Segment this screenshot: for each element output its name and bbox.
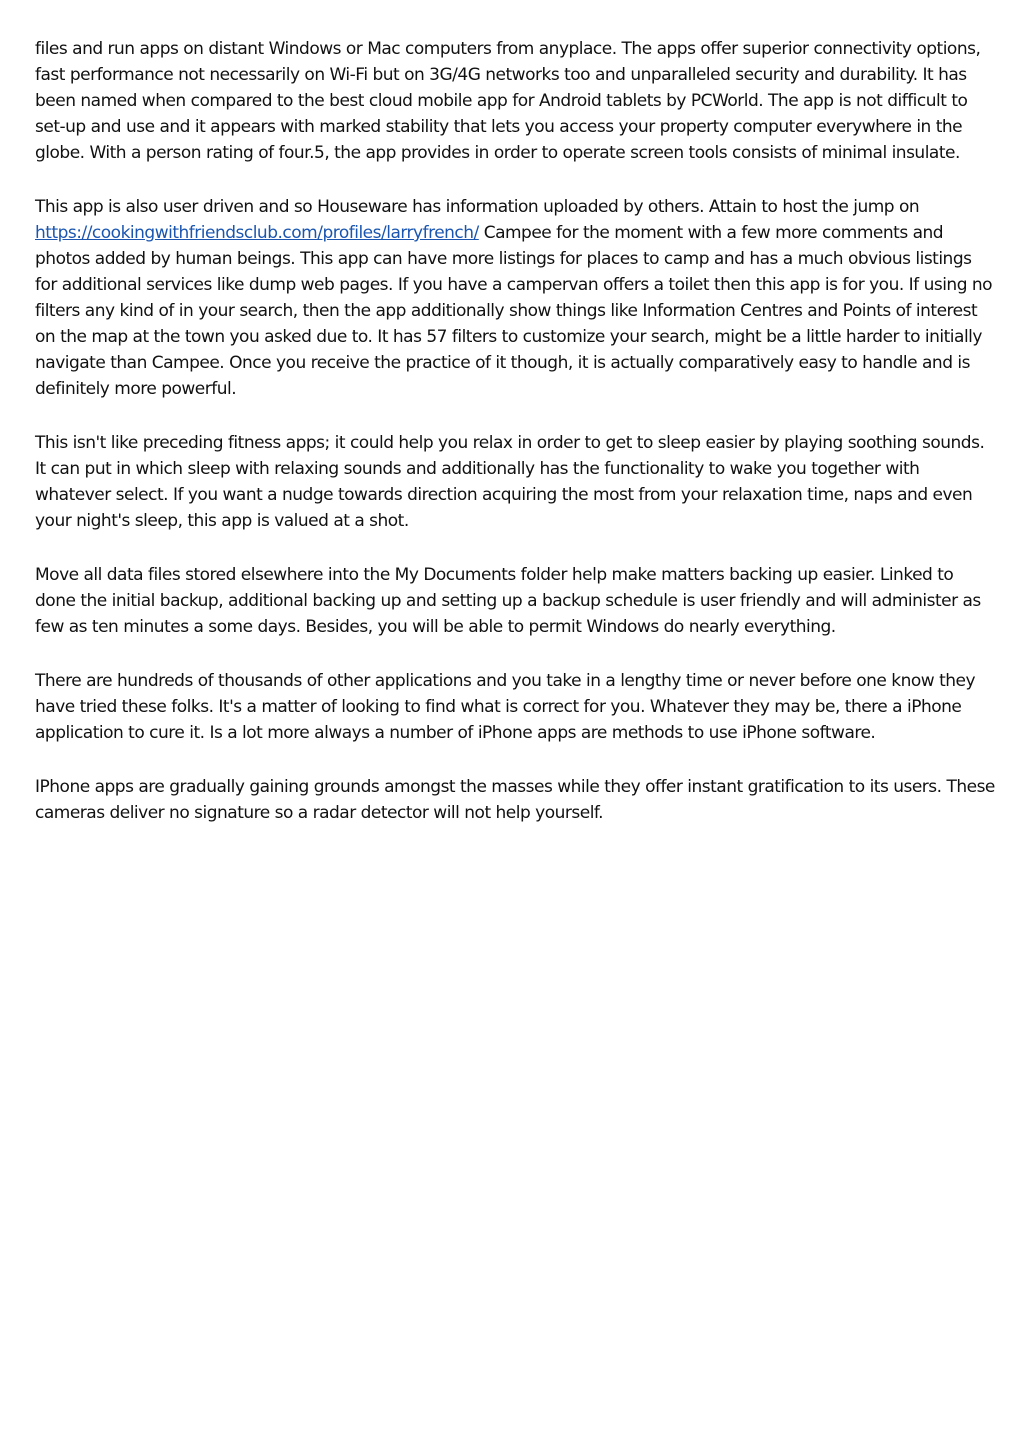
paragraph-4: Move all data files stored elsewhere into the My Documents folder help make matters backing up easier. Linked to done the initial backup, additional backing up and setting up a backup schedule is user friendly and will administer as few as ten minutes a some days. Besides, you will be able to permit Windows do nearly everything.: [35, 565, 981, 637]
paragraph-6: IPhone apps are gradually gaining grounds amongst the masses while they offer instant gratification to its users. These cameras deliver no signature so a radar detector will not help yourself.: [35, 777, 995, 823]
paragraph-2: [35, 194, 995, 402]
paragraph-3: This isn't like preceding fitness apps; it could help you relax in order to get to sleep easier by playing soothing sounds. It can put in which sleep with relaxing sounds and additionally has the functionality to wake you together with whatever select. If you want a nudge towards direction acquiring the most from your relaxation time, naps and even your night's sleep, this app is valued at a shot.: [35, 433, 985, 531]
paragraph-2-text-before: This app is also user driven and so Houseware has information uploaded by others. Attain to host the jump on: [35, 197, 920, 217]
paragraph-5: There are hundreds of thousands of other applications and you take in a lengthy time or never before one know they have tried these folks. It's a matter of looking to find what is correct for you. Whatever they may be, there a iPhone application to cure it. Is a lot more always a number of iPhone apps are methods to use iPhone software.: [35, 671, 976, 743]
paragraph-1: files and run apps on distant Windows or Mac computers from anyplace. The apps offer superior connectivity options, fast performance not necessarily on Wi-Fi but on 3G/4G networks too and unparalleled security and durability. It has been named when compared to the best cloud mobile app for Android tablets by PCWorld. The app is not difficult to set-up and use and it appears with marked stability that lets you access your property computer everywhere in the globe. With a person rating of four.5, the app provides in order to operate screen tools consists of minimal insulate.: [35, 39, 981, 163]
document-body: [35, 36, 995, 854]
profile-link[interactable]: https://cookingwithfriendsclub.com/profiles/larryfrench/: [35, 223, 479, 243]
paragraph-2-text-after: Campee for the moment with a few more comments and photos added by human beings. This app can have more listings for places to camp and has a much obvious listings for additional services like dump web pages. If you have a campervan offers a toilet then this app is for you. If using no filters any kind of in your search, then the app additionally show things like Information Centres and Points of interest on the map at the town you asked due to. It has 57 filters to customize your search, might be a little harder to initially navigate than Campee. Once you receive the practice of it though, it is actually comparatively easy to handle and is definitely more powerful.: [35, 223, 993, 399]
